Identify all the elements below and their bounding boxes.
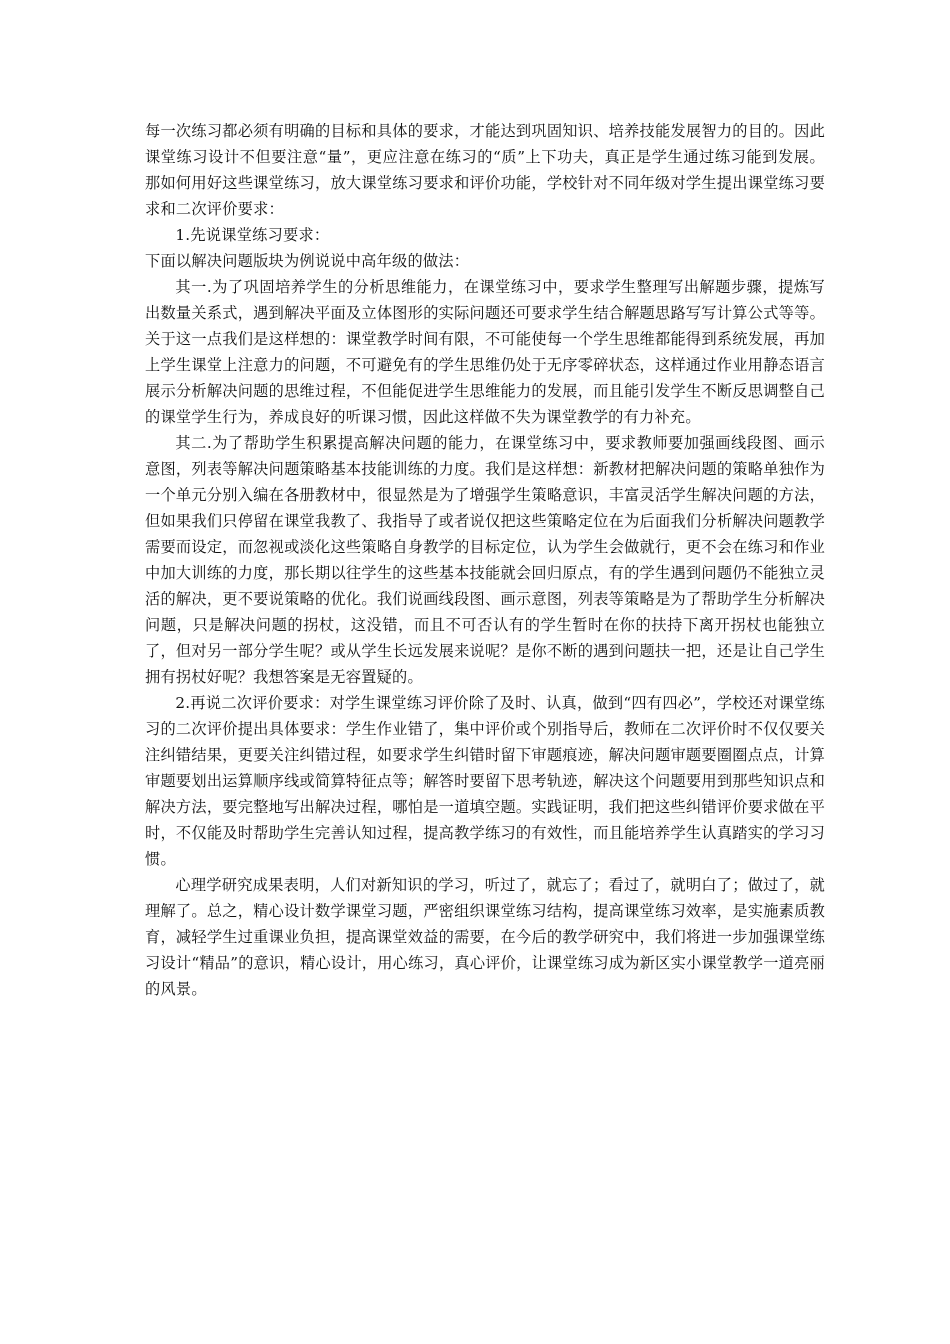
paragraph-point-1: 其一.为了巩固培养学生的分析思维能力，在课堂练习中，要求学生整理写出解题步骤，提炼写出数量关系式，遇到解决平面及立体图形的实际问题还可要求学生结合解题思路写写计算公式等等。关于这一点我们是这样想的：课堂教学时间有限，不可能使每一个学生思维都能得到系统发展，再加上学生课堂上注意力的问题，不可避免有的学生思维仍处于无序零碎状态，这样通过作业用静态语言展示分析解决问题的思维过程，不但能促进学生思维能力的发展，而且能引发学生不断反思调整自己的课堂学生行为，养成良好的听课习惯，因此这样做不失为课堂教学的有力补充。 [145,278,825,426]
paragraph-conclusion: 心理学研究成果表明，人们对新知识的学习，听过了，就忘了；看过了，就明白了；做过了，就理解了。总之，精心设计数学课堂习题，严密组织课堂练习结构，提高课堂练习效率，是实施素质教育，减轻学生过重课业负担，提高课堂效益的需要，在今后的教学研究中，我们将进一步加强课堂练习设计“精品”的意识，精心设计，用心练习，真心评价，让课堂练习成为新区实小课堂教学一道亮丽的风景。 [145,876,825,998]
paragraph-example-intro: 下面以解决问题版块为例说说中高年级的做法： [145,252,470,270]
paragraph-point-2: 其二.为了帮助学生积累提高解决问题的能力，在课堂练习中，要求教师要加强画线段图、画示意图，列表等解决问题策略基本技能训练的力度。我们是这样想：新教材把解决问题的策略单独作为一个单元分别入编在各册教材中，很显然是为了增强学生策略意识，丰富灵活学生解决问题的方法，但如果我们只停留在课堂我教了、我指导了或者说仅把这些策略定位在为后面我们分析解决问题教学需要而设定，而忽视或淡化这些策略自身教学的目标定位，认为学生会做就行，更不会在练习和作业中加大训练的力度，那长期以往学生的这些基本技能就会回归原点，有的学生遇到问题仍不能独立灵活的解决，更不要说策略的优化。我们说画线段图、画示意图，列表等策略是为了帮助学生分析解决问题，只是解决问题的拐杖，这没错，而且不可否认有的学生暂时在你的扶持下离开拐杖也能独立了，但对另一部分学生呢？或从学生长远发展来说呢？是你不断的遇到问题扶一把，还是让自己学生拥有拐杖好呢？我想答案是无容置疑的。 [145,434,825,686]
paragraph-section-1-heading: 1.先说课堂练习要求： [175,226,330,244]
document-body [145,118,825,1002]
paragraph-section-2: 2.再说二次评价要求：对学生课堂练习评价除了及时、认真，做到“四有四必”，学校还对课堂练习的二次评价提出具体要求：学生作业错了，集中评价或个别指导后，教师在二次评价时不仅仅要关注纠错结果，更要关注纠错过程，如要求学生纠错时留下审题痕迹，解决问题审题要圈圈点点，计算审题要划出运算顺序线或简算特征点等；解答时要留下思考轨迹，解决这个问题要用到那些知识点和解决方法，要完整地写出解决过程，哪怕是一道填空题。实践证明，我们把这些纠错评价要求做在平时，不仅能及时帮助学生完善认知过程，提高教学练习的有效性，而且能培养学生认真踏实的学习习惯。 [145,694,825,868]
paragraph-intro: 每一次练习都必须有明确的目标和具体的要求，才能达到巩固知识、培养技能发展智力的目的。因此课堂练习设计不但要注意“量”，更应注意在练习的“质”上下功夫，真正是学生通过练习能到发展。那如何用好这些课堂练习，放大课堂练习要求和评价功能，学校针对不同年级对学生提出课堂练习要求和二次评价要求： [145,122,825,218]
